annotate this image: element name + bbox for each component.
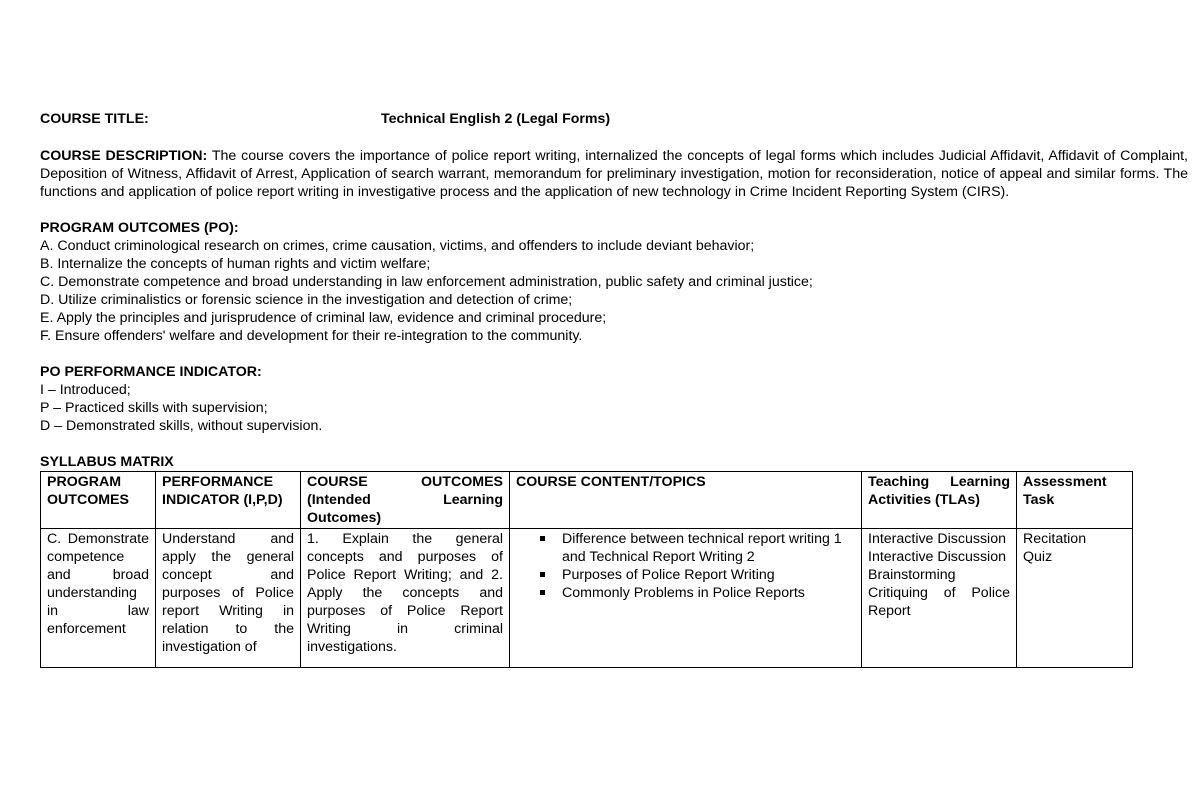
cell-topics [510,529,862,668]
tla-item: Brainstorming [868,567,956,583]
course-title-label: COURSE TITLE: [40,111,149,127]
performance-indicator-item: P – Practiced skills with supervision; [40,400,268,416]
assessment-item: Recitation [1023,531,1087,547]
syllabus-matrix-table [40,471,1133,668]
syllabus-matrix-title: SYLLABUS MATRIX [40,454,174,470]
table-header-row [41,472,1133,529]
performance-indicator-item: D – Demonstrated skills, without supervision. [40,418,323,434]
program-outcomes-section [40,219,1190,345]
cell-tlas [862,529,1017,668]
table-row [41,529,1133,668]
list-item: Difference between technical report writing 1 and Technical Report Writing 2 [540,530,855,566]
tla-item: Critiquing of Police Report [868,585,1010,619]
program-outcome-item: D. Utilize criminalistics or forensic science in the investigation and detection of crime; [40,292,573,308]
program-outcome-item: F. Ensure offenders' welfare and development for their re-integration to the community. [40,328,583,344]
performance-indicator-text: Understand and apply the general concept and purposes of Police report Writing in relation to the investigation of [162,531,294,655]
program-outcomes-heading: PROGRAM OUTCOMES (PO): [40,220,239,236]
program-outcome-text: C. Demonstrate competence and broad understanding in law enforcement [47,531,149,637]
course-description [40,147,1188,201]
performance-indicator-section [40,363,1190,435]
header-course-outcomes: COURSE OUTCOMES (Intended Learning Outcomes) [301,472,510,529]
performance-indicator-heading: PO PERFORMANCE INDICATOR: [40,364,262,380]
course-title-row [40,111,1190,129]
header-program-outcomes: PROGRAM OUTCOMES [41,472,156,529]
course-outcomes-text: 1. Explain the general concepts and purposes of Police Report Writing; and 2. Apply the concepts and purposes of Police Report Writing in criminal investigations. [307,531,503,655]
syllabus-page [40,111,1190,668]
course-title-value: Technical English 2 (Legal Forms) [381,111,611,127]
list-item: Purposes of Police Report Writing [540,566,855,584]
program-outcome-item: A. Conduct criminological research on crimes, crime causation, victims, and offenders to include deviant behavior; [40,238,755,254]
program-outcome-item: B. Internalize the concepts of human rights and victim welfare; [40,256,431,272]
list-item: Commonly Problems in Police Reports [540,584,855,602]
cell-program-outcome [41,529,156,668]
header-performance-indicator: PERFORMANCE INDICATOR (I,P,D) [156,472,301,529]
program-outcome-item: C. Demonstrate competence and broad understanding in law enforcement administration, public safety and criminal justice; [40,274,813,290]
program-outcome-item: E. Apply the principles and jurisprudence of criminal law, evidence and criminal procedure; [40,310,607,326]
cell-assessment [1017,529,1133,668]
cell-course-outcomes [301,529,510,668]
course-description-label: COURSE DESCRIPTION: [40,148,208,164]
header-tlas: Teaching Learning Activities (TLAs) [862,472,1017,529]
performance-indicator-item: I – Introduced; [40,382,131,398]
header-course-content: COURSE CONTENT/TOPICS [510,472,862,529]
topics-list [516,530,855,602]
header-assessment-task: Assessment Task [1017,472,1133,529]
tla-item: Interactive Discussion [868,549,1006,565]
tla-item: Interactive Discussion [868,531,1006,547]
cell-performance-indicator [156,529,301,668]
course-description-text: The course covers the importance of police report writing, internalized the concepts of legal forms which includes Judicial Affidavit, Affidavit of Complaint, Deposition of Witness, Affidavit of Arrest, Application of search warrant, memorandum for preliminary investigation, motion for reconsideration, notice of appeal and similar forms. The functions and application of police report writing in investigative process and the application of new technology in Crime Incident Reporting System (CIRS). [40,148,1188,200]
assessment-item: Quiz [1023,549,1053,565]
